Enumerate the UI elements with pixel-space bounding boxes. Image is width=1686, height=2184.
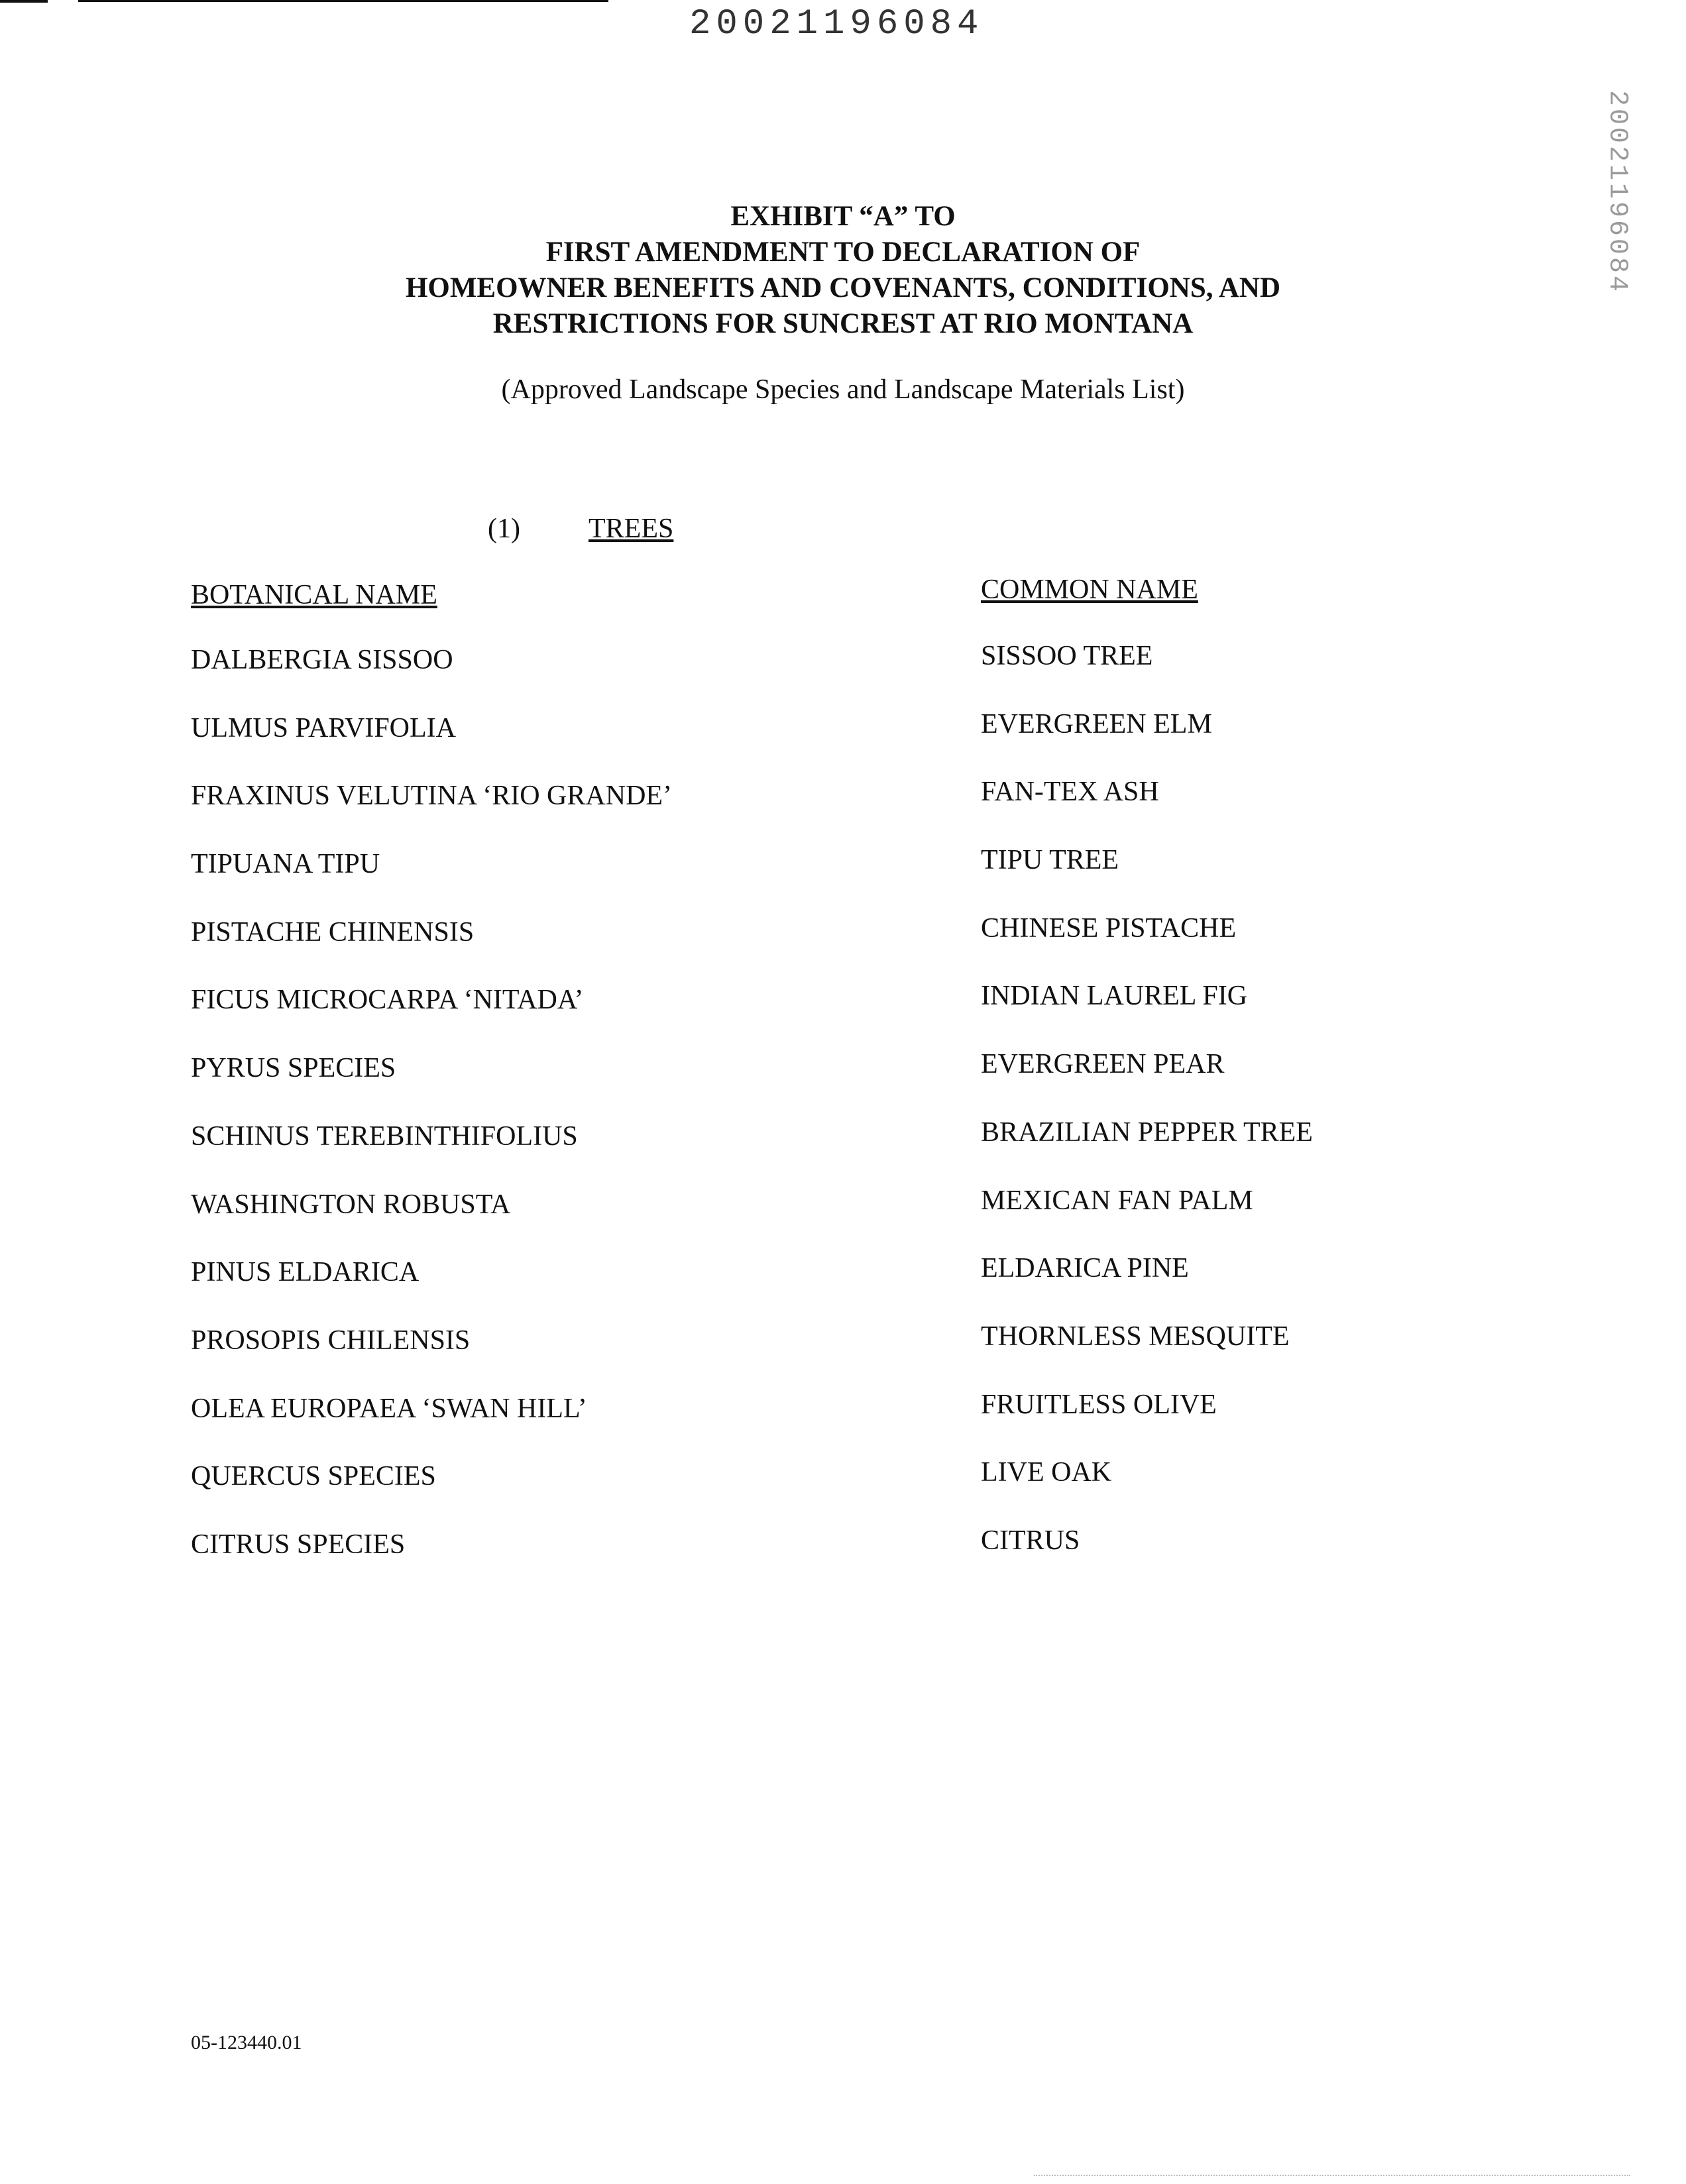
common-name: THORNLESS MESQUITE [981, 1321, 1290, 1352]
footer-document-code: 05-123440.01 [191, 2032, 302, 2053]
botanical-name: FRAXINUS VELUTINA ‘RIO GRANDE’ [191, 781, 673, 812]
scan-marks [1034, 2175, 1630, 2179]
common-name: FRUITLESS OLIVE [981, 1389, 1217, 1420]
title-line: HOMEOWNER BENEFITS AND COVENANTS, CONDITIONS, AND [405, 272, 1281, 303]
top-rule-left [0, 0, 48, 3]
common-name: CITRUS [981, 1525, 1080, 1556]
botanical-name: FICUS MICROCARPA ‘NITADA’ [191, 985, 584, 1016]
botanical-name: PISTACHE CHINENSIS [191, 916, 475, 948]
botanical-name: CITRUS SPECIES [191, 1529, 406, 1560]
common-name: FAN-TEX ASH [981, 777, 1159, 808]
botanical-name: PROSOPIS CHILENSIS [191, 1325, 471, 1356]
side-stamp-text: 20021196084 [1602, 89, 1632, 295]
list-item [0, 1049, 1686, 1120]
list-item [0, 912, 1686, 985]
list-item [0, 641, 1686, 712]
botanical-name: DALBERGIA SISSOO [191, 645, 453, 675]
botanical-name: WASHINGTON ROBUSTA [191, 1189, 511, 1220]
list-item [0, 1457, 1686, 1529]
common-name: MEXICAN FAN PALM [981, 1185, 1253, 1216]
tree-list [0, 641, 1686, 1597]
common-name: CHINESE PISTACHE [981, 912, 1237, 944]
list-item [0, 777, 1686, 848]
document-subtitle: (Approved Landscape Species and Landscape Materials List) [501, 374, 1185, 405]
botanical-name: TIPUANA TIPU [191, 849, 380, 880]
botanical-name: ULMUS PARVIFOLIA [191, 712, 456, 743]
botanical-name: QUERCUS SPECIES [191, 1461, 436, 1492]
common-name: SISSOO TREE [981, 641, 1153, 671]
common-name: EVERGREEN ELM [981, 708, 1212, 739]
botanical-name: PINUS ELDARICA [191, 1257, 420, 1288]
section-title: TREES [589, 514, 674, 544]
list-item [0, 1253, 1686, 1325]
title-line: EXHIBIT “A” TO [730, 201, 956, 232]
botanical-name: PYRUS SPECIES [191, 1053, 396, 1084]
common-name: INDIAN LAUREL FIG [981, 981, 1248, 1012]
title-line: RESTRICTIONS FOR SUNCREST AT RIO MONTANA [492, 308, 1194, 339]
list-item [0, 708, 1686, 781]
common-name: LIVE OAK [981, 1457, 1112, 1488]
list-item [0, 1117, 1686, 1189]
section-number: (1) [488, 514, 520, 544]
botanical-name: OLEA EUROPAEA ‘SWAN HILL’ [191, 1393, 587, 1424]
common-name: BRAZILIAN PEPPER TREE [981, 1117, 1313, 1148]
common-name: TIPU TREE [981, 845, 1119, 876]
list-item [0, 845, 1686, 916]
recording-number: 20021196084 [689, 4, 984, 44]
common-name: ELDARICA PINE [981, 1253, 1189, 1284]
top-rule-right [78, 0, 608, 2]
column-header-common: COMMON NAME [981, 574, 1198, 605]
list-item [0, 1185, 1686, 1257]
document-title [0, 199, 1686, 342]
column-header-botanical: BOTANICAL NAME [191, 580, 437, 610]
list-item [0, 981, 1686, 1052]
botanical-name: SCHINUS TEREBINTHIFOLIUS [191, 1120, 578, 1152]
list-item [0, 1389, 1686, 1461]
list-item [0, 1321, 1686, 1393]
list-item [0, 1525, 1686, 1597]
title-line: FIRST AMENDMENT TO DECLARATION OF [545, 237, 1141, 268]
common-name: EVERGREEN PEAR [981, 1049, 1225, 1080]
